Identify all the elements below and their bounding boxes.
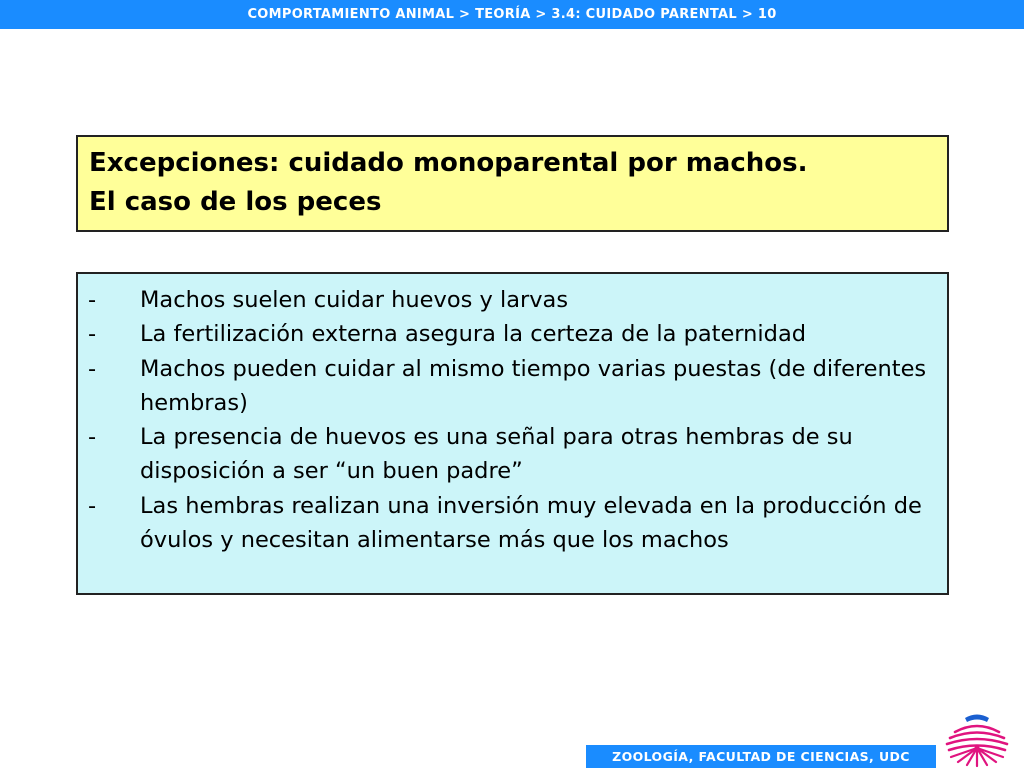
breadcrumb: COMPORTAMIENTO ANIMAL > TEORÍA > 3.4: CUIDADO PARENTAL > 10: [0, 0, 1024, 29]
bullet-marker: -: [88, 355, 97, 382]
list-item-text: Machos suelen cuidar huevos y larvas: [140, 287, 569, 313]
bullet-marker: -: [88, 492, 97, 519]
list-item-text: Las hembras realizan una inversión muy elevada en la producción de óvulos y necesitan alimentarse más que los machos: [140, 492, 922, 554]
list-item: [78, 489, 947, 558]
list-item-text: La fertilización externa asegura la certeza de la paternidad: [140, 321, 807, 348]
list-item-text: La presencia de huevos es una señal para otras hembras de su disposición a ser “un buen padre”: [140, 424, 853, 485]
bullet-list: [78, 283, 947, 557]
list-item: [78, 352, 947, 421]
university-logo-icon: [937, 708, 1017, 768]
list-item-text: Machos pueden cuidar al mismo tiempo varias puestas (de diferentes hembras): [140, 355, 927, 416]
footer-label: ZOOLOGÍA, FACULTAD DE CIENCIAS, UDC: [586, 745, 936, 768]
slide-title-line-1: Excepciones: cuidado monoparental por machos.: [89, 148, 808, 178]
list-item: [78, 283, 947, 317]
slide-title-line-2: El caso de los peces: [89, 187, 382, 217]
title-box: [76, 135, 949, 232]
content-box: [76, 272, 949, 595]
bullet-marker: -: [88, 424, 97, 451]
bullet-marker: -: [88, 287, 97, 313]
list-item: [78, 317, 947, 351]
bullet-marker: -: [88, 321, 97, 348]
list-item: [78, 420, 947, 489]
